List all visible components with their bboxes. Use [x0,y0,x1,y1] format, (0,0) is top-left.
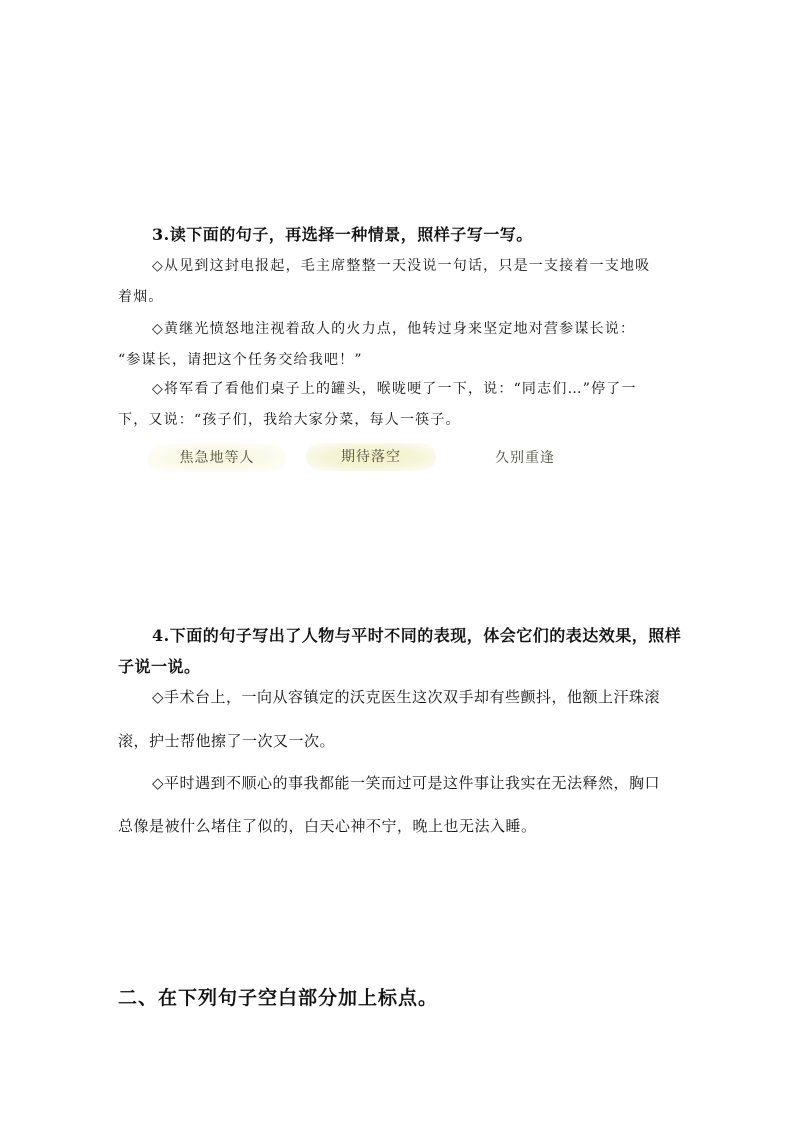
q3-example-1-line-2: 着烟。 [118,289,164,305]
q3-example-3-line-1: ◇将军看了看他们桌子上的罐头，喉咙哽了一下，说：“同志们…”停了一 [152,381,637,397]
q4-example-1-line-1: ◇手术台上，一向从容镇定的沃克医生这次双手却有些颤抖，他额上汗珠滚 [152,688,661,706]
q3-title: 3.读下面的句子，再选择一种情景，照样子写一写。 [152,225,533,244]
q4-title-line-1: 4.下面的句子写出了人物与平时不同的表现，体会它们的表达效果，照样 [152,626,682,645]
q3-example-3-line-2: 下，又说：“孩子们，我给大家分菜，每人一筷子。 [118,412,461,428]
section-2-heading: 二、在下列句子空白部分加上标点。 [118,987,439,1009]
q3-example-1-line-1: ◇从见到这封电报起，毛主席整整一天没说一句话，只是一支接着一支地吸 [152,258,651,274]
q4-example-2-line-1: ◇平时遇到不顺心的事我都能一笑而过可是这件事让我实在无法释然，胸口 [152,774,661,792]
q4-example-1-line-2: 滚，护士帮他擦了一次又一次。 [118,732,336,750]
q4-title-line-2: 子说一说。 [118,657,201,676]
q4-example-2-line-2: 总像是被什么堵住了似的，白天心神不宁，晚上也无法入睡。 [118,817,537,835]
q3-example-2-line-1: ◇黄继光愤怒地注视着敌人的火力点，他转过身来坚定地对营参谋长说： [152,321,636,337]
scenario-chip-waiting: 焦急地等人 [148,444,286,472]
q3-example-2-line-2: “参谋长，请把这个任务交给我吧！” [118,352,363,368]
scenario-chip-reunion: 久别重逢 [495,450,555,466]
scenario-chip-disappointed: 期待落空 [306,443,436,471]
